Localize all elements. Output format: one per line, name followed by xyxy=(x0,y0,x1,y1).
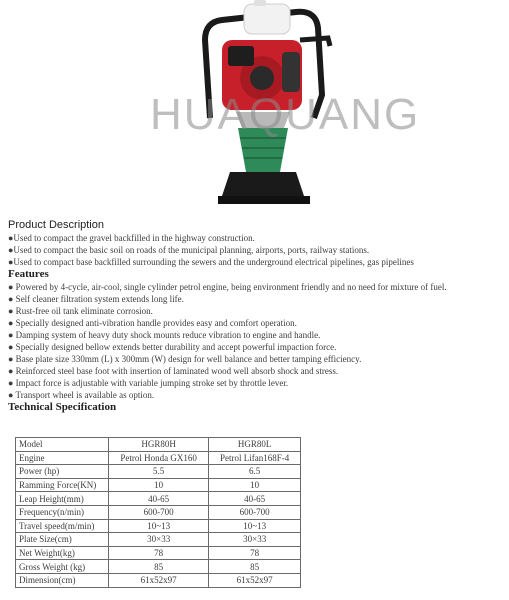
spec-label: Power (hp) xyxy=(16,465,109,479)
table-row xyxy=(16,451,301,465)
spec-label: Net Weight(kg) xyxy=(16,546,109,560)
spec-value: Petrol Lifan168F-4 xyxy=(209,451,301,465)
feature-item: ● Reinforced steel base foot with insertion of laminated wood well absorb shock and stress. xyxy=(8,366,339,376)
description-item: ●Used to compact base backfilled surrounding the sewers and the underground electrical pipelines, gas pipelines xyxy=(8,257,414,267)
spec-value: 10~13 xyxy=(109,519,209,533)
spec-value: 40-65 xyxy=(209,492,301,506)
spec-value: 10 xyxy=(109,478,209,492)
table-row xyxy=(16,573,301,587)
table-row xyxy=(16,519,301,533)
table-row xyxy=(16,505,301,519)
spec-value: 5.5 xyxy=(109,465,209,479)
product-content xyxy=(8,219,508,414)
spec-label: Frequency(n/min) xyxy=(16,505,109,519)
spec-value: 61x52x97 xyxy=(209,573,301,587)
spec-table xyxy=(15,437,301,588)
spec-value: 10 xyxy=(209,478,301,492)
table-row xyxy=(16,478,301,492)
table-row xyxy=(16,546,301,560)
description-item: ●Used to compact the gravel backfilled in the highway construction. xyxy=(8,233,255,243)
table-row xyxy=(16,438,301,452)
spec-value: 10~13 xyxy=(209,519,301,533)
watermark-text: HUAQUANG xyxy=(150,90,421,139)
feature-item: ● Self cleaner filtration system extends long life. xyxy=(8,294,184,304)
spec-value: 30×33 xyxy=(209,533,301,547)
feature-item: ● Damping system of heavy duty shock mounts reduce vibration to engine and handle. xyxy=(8,330,321,340)
spec-value: 600-700 xyxy=(209,505,301,519)
spec-value: 61x52x97 xyxy=(109,573,209,587)
spec-title: Technical Specification xyxy=(8,401,117,413)
spec-value: HGR80H xyxy=(109,438,209,452)
spec-value: 85 xyxy=(109,560,209,574)
spec-value: HGR80L xyxy=(209,438,301,452)
spec-value: 85 xyxy=(209,560,301,574)
spec-label: Leap Height(mm) xyxy=(16,492,109,506)
spec-value: 78 xyxy=(109,546,209,560)
table-row xyxy=(16,533,301,547)
spec-value: 600-700 xyxy=(109,505,209,519)
feature-item: ● Powered by 4-cycle, air-cool, single cylinder petrol engine, being environment friendly and no need for mixture of fuel. xyxy=(8,282,447,292)
spec-label: Model xyxy=(16,438,109,452)
spec-value: 78 xyxy=(209,546,301,560)
spec-value: Petrol Honda GX160 xyxy=(109,451,209,465)
spec-label: Ramming Force(KN) xyxy=(16,478,109,492)
description-item: ●Used to compact the basic soil on roads of the municipal planning, airports, ports, railway stations. xyxy=(8,245,370,255)
table-row xyxy=(16,560,301,574)
spec-value: 40-65 xyxy=(109,492,209,506)
feature-item: ● Rust-free oil tank eliminate corrosion. xyxy=(8,306,153,316)
spec-label: Dimension(cm) xyxy=(16,573,109,587)
product-image-area xyxy=(0,0,509,212)
spec-value: 30×33 xyxy=(109,533,209,547)
description-title: Product Description xyxy=(8,219,104,231)
table-row xyxy=(16,492,301,506)
spec-label: Travel speed(m/min) xyxy=(16,519,109,533)
feature-item: ● Transport wheel is available as option. xyxy=(8,390,155,400)
spec-value: 6.5 xyxy=(209,465,301,479)
spec-label: Plate Size(cm) xyxy=(16,533,109,547)
spec-label: Gross Weight (kg) xyxy=(16,560,109,574)
table-row xyxy=(16,465,301,479)
feature-item: ● Specially designed bellow extends better durability and accept powerful impaction force. xyxy=(8,342,337,352)
features-title: Features xyxy=(8,268,49,280)
spec-label: Engine xyxy=(16,451,109,465)
feature-item: ● Specially designed anti-vibration handle provides easy and comfort operation. xyxy=(8,318,297,328)
feature-item: ● Impact force is adjustable with variable jumping stroke set by throttle lever. xyxy=(8,378,289,388)
feature-item: ● Base plate size 330mm (L) x 300mm (W) design for well balance and better tamping efficiency. xyxy=(8,354,362,364)
